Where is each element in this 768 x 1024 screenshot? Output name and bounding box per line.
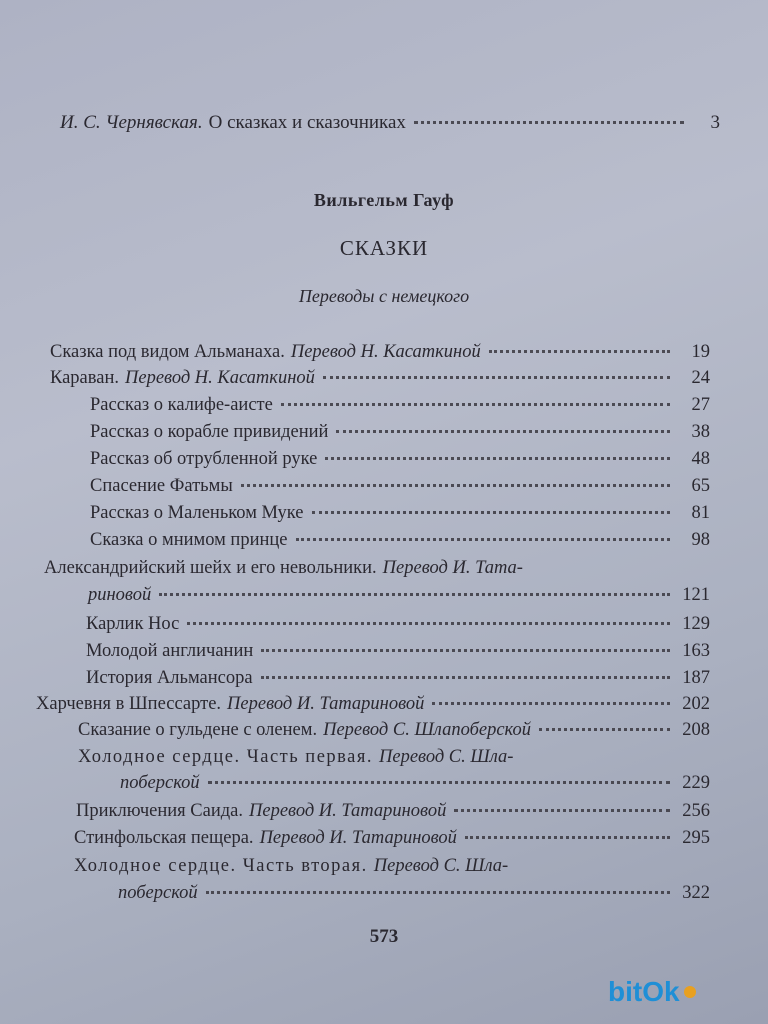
toc-entry-page: 295 bbox=[682, 828, 710, 848]
toc-entry-translator-cont: поберской bbox=[120, 773, 200, 793]
toc-entry bbox=[74, 855, 710, 877]
leader-dots bbox=[465, 836, 670, 839]
toc-entry-page: 19 bbox=[691, 342, 710, 362]
toc-entry bbox=[86, 613, 710, 635]
toc-entry bbox=[76, 800, 710, 822]
leader-dots bbox=[414, 121, 684, 124]
toc-entry-page: 81 bbox=[691, 503, 710, 523]
toc-entry-title: История Альмансора bbox=[86, 668, 253, 688]
leader-dots bbox=[323, 376, 670, 379]
toc-entry bbox=[86, 667, 710, 689]
leader-dots bbox=[206, 891, 670, 894]
toc-entry-title: Сказание о гульдене с оленем. bbox=[78, 720, 318, 740]
toc-entry-title: Карлик Нос bbox=[86, 614, 180, 634]
toc-entry-translator: Перевод И. Татариновой bbox=[249, 801, 447, 821]
toc-entry-translator: Перевод И. Татариновой bbox=[259, 828, 457, 848]
leader-dots bbox=[325, 457, 670, 460]
coin-icon bbox=[684, 986, 696, 998]
leader-dots bbox=[539, 728, 670, 731]
toc-entry-continuation bbox=[88, 584, 710, 606]
leader-dots bbox=[336, 430, 670, 433]
watermark-logo bbox=[608, 976, 696, 1008]
toc-entry-title: Холодное сердце. Часть первая. bbox=[78, 747, 373, 767]
toc-entry-page: 98 bbox=[691, 530, 710, 550]
toc-entry bbox=[36, 693, 710, 715]
toc-entry-title: Рассказ о корабле привидений bbox=[90, 422, 329, 442]
toc-entry-title: Приключения Саида. bbox=[76, 801, 243, 821]
leader-dots bbox=[261, 676, 670, 679]
toc-entry-translator: Перевод Н. Касаткиной bbox=[290, 342, 481, 362]
toc-entry-translator-cont: риновой bbox=[88, 585, 152, 605]
toc-entry-translator: Перевод С. Шла- bbox=[379, 747, 514, 767]
toc-entry-translator: Перевод С. Шла- bbox=[373, 856, 509, 876]
toc-entry bbox=[90, 394, 710, 416]
toc-entry-page: 163 bbox=[682, 641, 710, 661]
toc-entry-title: Караван. bbox=[50, 368, 119, 388]
leader-dots bbox=[312, 511, 670, 514]
toc-entry bbox=[78, 719, 710, 741]
toc-entry-page: 322 bbox=[682, 883, 710, 903]
intro-author: И. С. Чернявская. bbox=[60, 112, 203, 133]
toc-entry-page: 229 bbox=[682, 773, 710, 793]
intro-title: О сказках и сказочниках bbox=[208, 112, 406, 133]
toc-entry-continuation bbox=[120, 772, 710, 794]
toc-entry-page: 208 bbox=[682, 720, 710, 740]
intro-page: 3 bbox=[710, 112, 720, 133]
toc-entry-page: 256 bbox=[682, 801, 710, 821]
toc-entry bbox=[50, 341, 710, 363]
toc-entry-page: 24 bbox=[691, 368, 710, 388]
toc-entry-page: 38 bbox=[691, 422, 710, 442]
toc-entry-title: Александрийский шейх и его невольники. bbox=[44, 558, 377, 578]
toc-entry bbox=[90, 529, 710, 551]
toc-entry-translator: Перевод И. Тата- bbox=[382, 558, 523, 578]
toc-entry bbox=[90, 448, 710, 470]
leader-dots bbox=[187, 622, 670, 625]
leader-dots bbox=[261, 649, 670, 652]
leader-dots bbox=[281, 403, 670, 406]
section-subtitle: Переводы с немецкого bbox=[298, 286, 470, 306]
toc-entry bbox=[86, 640, 710, 662]
toc-entry-continuation bbox=[118, 882, 710, 904]
leader-dots bbox=[208, 781, 670, 784]
toc-entry-page: 48 bbox=[691, 449, 710, 469]
toc-entry-page: 202 bbox=[682, 694, 710, 714]
toc-entry-translator: Перевод С. Шлапоберской bbox=[323, 720, 531, 740]
toc-entry-title: Молодой англичанин bbox=[86, 641, 254, 661]
toc-entry bbox=[50, 367, 710, 389]
toc-entry-title: Стинфольская пещера. bbox=[74, 828, 254, 848]
toc-entry-page: 187 bbox=[682, 668, 710, 688]
toc-entry bbox=[90, 502, 710, 524]
section-author: Вильгельм Гауф bbox=[313, 190, 455, 210]
leader-dots bbox=[241, 484, 670, 487]
toc-entry-title: Сказка о мнимом принце bbox=[90, 530, 288, 550]
toc-entry-title: Спасение Фатьмы bbox=[90, 476, 233, 496]
page-number: 573 bbox=[369, 926, 399, 947]
toc-entry-translator: Перевод И. Татариновой bbox=[227, 694, 425, 714]
toc-entry-title: Рассказ о Маленьком Муке bbox=[90, 503, 304, 523]
leader-dots bbox=[432, 702, 670, 705]
leader-dots bbox=[159, 593, 670, 596]
section-title: СКАЗКИ bbox=[339, 236, 429, 260]
leader-dots bbox=[454, 809, 670, 812]
toc-entry bbox=[78, 746, 710, 768]
watermark-text: bitOk bbox=[608, 976, 680, 1007]
toc-entry-page: 129 bbox=[682, 614, 710, 634]
toc-entry-page: 65 bbox=[691, 476, 710, 496]
leader-dots bbox=[296, 538, 671, 541]
toc-entry-translator: Перевод Н. Касаткиной bbox=[125, 368, 315, 388]
leader-dots bbox=[489, 350, 670, 353]
toc-entry-title: Сказка под видом Альманаха. bbox=[50, 342, 285, 362]
toc-entry-title: Рассказ об отрубленной руке bbox=[90, 449, 318, 469]
toc-entry-title: Холодное сердце. Часть вторая. bbox=[74, 856, 368, 876]
toc-entry bbox=[90, 421, 710, 443]
toc-entry-translator-cont: поберской bbox=[118, 883, 198, 903]
toc-entry-title: Рассказ о калифе-аисте bbox=[90, 395, 273, 415]
intro-entry bbox=[60, 112, 720, 142]
toc-entry-title: Харчевня в Шпессарте. bbox=[36, 694, 222, 714]
toc-entry bbox=[74, 827, 710, 849]
toc-entry bbox=[90, 475, 710, 497]
toc-entry-page: 121 bbox=[682, 585, 710, 605]
toc-entry bbox=[44, 557, 710, 579]
toc-entry-page: 27 bbox=[691, 395, 710, 415]
